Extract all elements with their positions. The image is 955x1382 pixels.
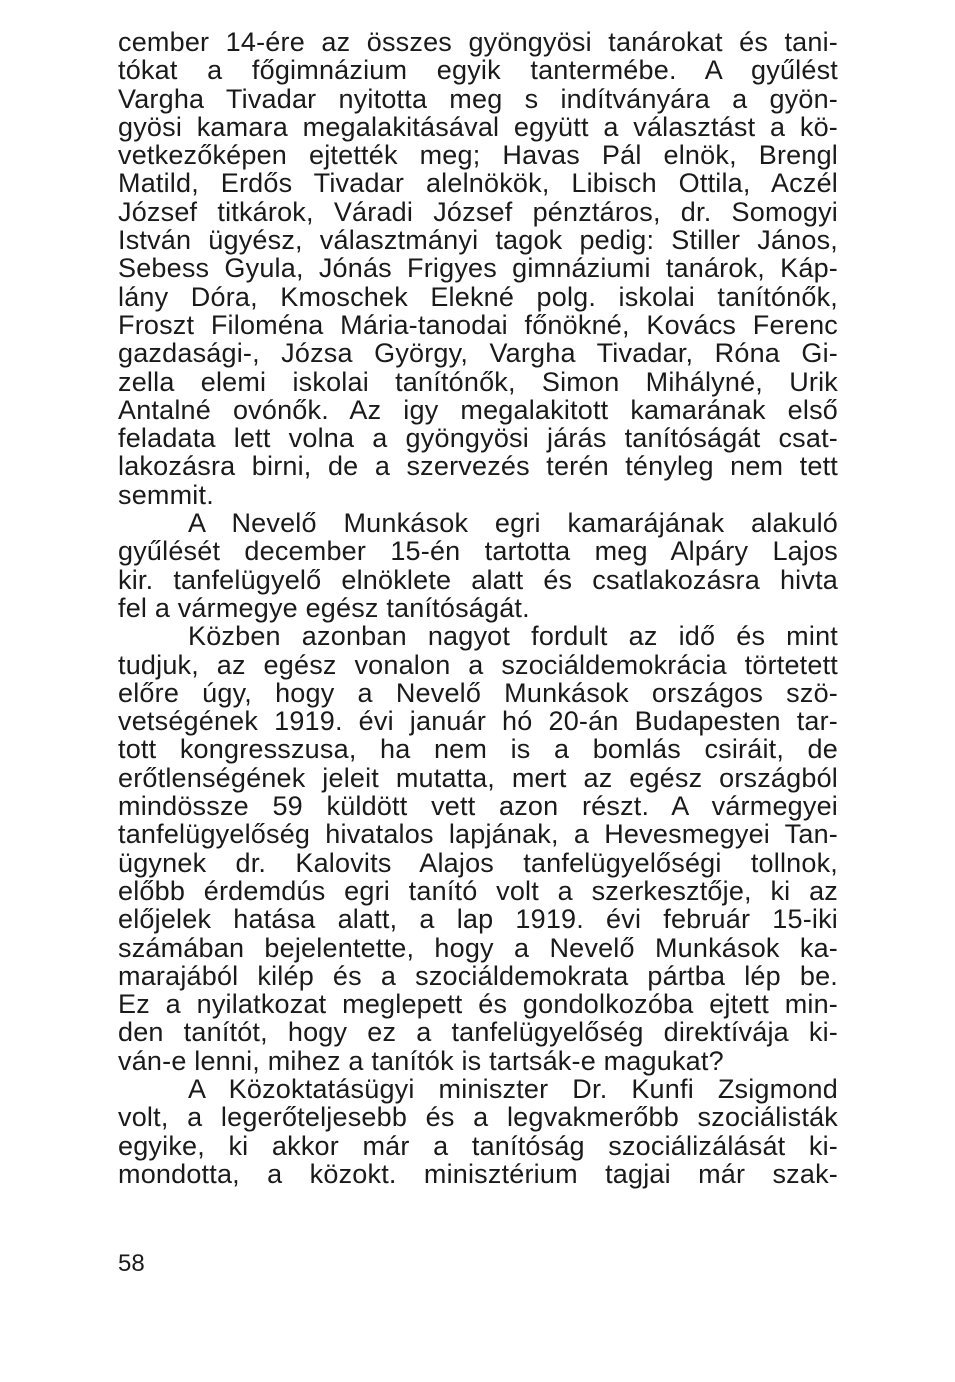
text-line: ügynek dr. Kalovits Alajos tanfelügyelőségi tollnok, <box>118 847 838 878</box>
text-line: tudjuk, az egész vonalon a szociáldemokrácia törtetett <box>118 649 838 680</box>
body-text <box>118 28 838 1188</box>
text-line: előbb érdemdús egri tanító volt a szerkesztője, ki az <box>118 875 838 906</box>
text-line: tanfelügyelőség hivatalos lapjának, a Hevesmegyei Tan- <box>118 819 838 850</box>
text-line: den tanítót, hogy ez a tanfelügyelőség direktívája ki- <box>118 1017 838 1048</box>
text-line: József titkárok, Váradi József pénztáros, dr. Somogyi <box>118 196 838 227</box>
text-line: kir. tanfelügyelő elnöklete alatt és csatlakozásra hivta <box>118 564 838 595</box>
text-line: gazdasági-, Józsa György, Vargha Tivadar, Róna Gi- <box>118 338 838 369</box>
paragraph-start-line: A Közoktatásügyi miniszter Dr. Kunfi Zsigmond <box>188 1073 838 1104</box>
text-line: mondotta, a közokt. minisztérium tagjai már szak- <box>118 1158 838 1189</box>
text-line: vetkezőképen ejtették meg; Havas Pál elnök, Brengl <box>118 140 838 171</box>
paragraph-start-line: Közben azonban nagyot fordult az idő és mint <box>188 621 838 652</box>
text-line: tott kongresszusa, ha nem is a bomlás csiráit, de <box>118 734 838 765</box>
text-line: Matild, Erdős Tivadar alelnökök, Libisch Ottila, Aczél <box>118 168 838 199</box>
text-line: István ügyész, választmányi tagok pedig: Stiller János, <box>118 225 838 256</box>
text-line: egyike, ki akkor már a tanítóság szociálizálását ki- <box>118 1130 838 1161</box>
text-line: volt, a legerőteljesebb és a legvakmerőbb szociálisták <box>118 1102 838 1133</box>
text-line: semmit. <box>118 479 214 510</box>
text-line: erőtlenségének jeleit mutatta, mert az egész országból <box>118 762 838 793</box>
text-line: Antalné ovónők. Az igy megalakitott kamarának első <box>118 394 838 425</box>
text-line: számában bejelentette, hogy a Nevelő Munkások ka- <box>118 932 838 963</box>
page-number: 58 <box>118 1250 145 1277</box>
text-line: vetségének 1919. évi január hó 20-án Budapesten tar- <box>118 706 838 737</box>
text-line: Ez a nyilatkozat meglepett és gondolkozóba ejtett min- <box>118 989 838 1020</box>
text-line: gyűlését december 15-én tartotta meg Alpáry Lajos <box>118 536 838 567</box>
text-line: ván-e lenni, mihez a tanítók is tartsák-e magukat? <box>118 1045 724 1076</box>
text-line: mindössze 59 küldött vett azon részt. A vármegyei <box>118 791 838 822</box>
text-line: Vargha Tivadar nyitotta meg s indítványára a gyön- <box>118 83 838 114</box>
text-line: Sebess Gyula, Jónás Frigyes gimnáziumi tanárok, Káp- <box>118 253 838 284</box>
text-line: cember 14-ére az összes gyöngyösi tanárokat és tani- <box>118 27 838 57</box>
text-line: feladata lett volna a gyöngyösi járás tanítóságát csat- <box>118 423 838 454</box>
text-line: előjelek hatása alatt, a lap 1919. évi február 15-iki <box>118 904 838 935</box>
text-line: zella elemi iskolai tanítónők, Simon Mihályné, Urik <box>118 366 838 397</box>
paragraph-start-line: A Nevelő Munkások egri kamarájának alakuló <box>188 508 838 539</box>
text-line: lakozásra birni, de a szervezés terén tényleg nem tett <box>118 451 838 482</box>
text-line: tókat a főgimnázium egyik tantermébe. A gyűlést <box>118 55 838 86</box>
text-line: gyösi kamara megalakitásával együtt a választást a kö- <box>118 111 838 142</box>
text-line: lány Dóra, Kmoschek Elekné polg. iskolai tanítónők, <box>118 281 838 312</box>
text-line: előre úgy, hogy a Nevelő Munkások országos szö- <box>118 677 838 708</box>
text-line: fel a vármegye egész tanítóságát. <box>118 592 530 623</box>
text-line: Froszt Filoména Mária-tanodai főnökné, Kovács Ferenc <box>118 309 838 340</box>
text-line: marajából kilép és a szociáldemokrata pártba lép be. <box>118 960 838 991</box>
